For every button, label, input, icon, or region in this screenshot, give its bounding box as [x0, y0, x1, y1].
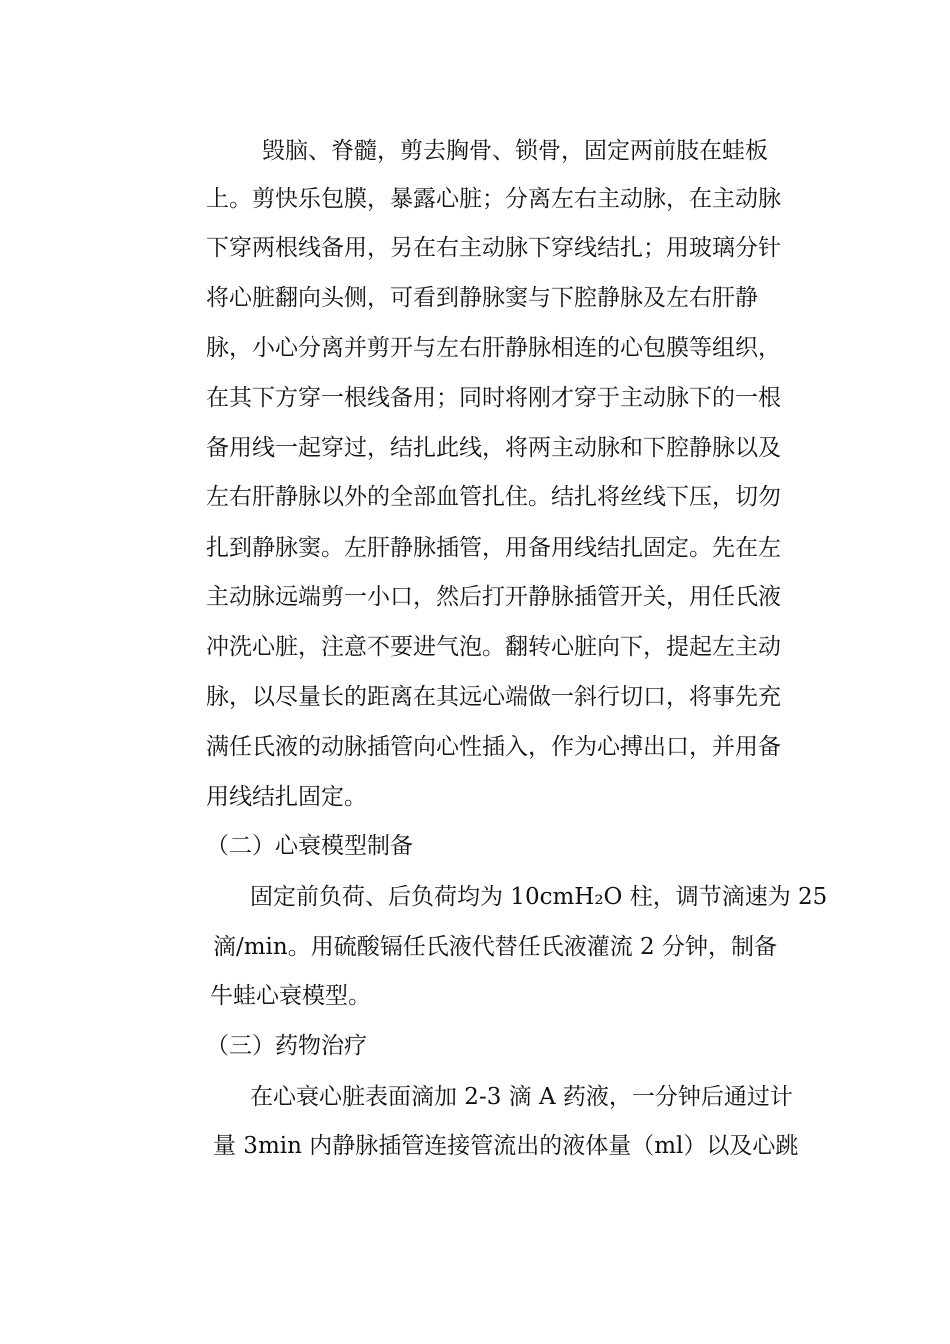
paragraph-line: 满任氏液的动脉插管向心性插入，作为心搏出口，并用备	[206, 734, 781, 760]
paragraph-line: 左右肝静脉以外的全部血管扎住。结扎将丝线下压，切勿	[206, 484, 781, 510]
section-heading: （二）心衰模型制备	[206, 833, 413, 859]
paragraph-line: 在心衰心脏表面滴加 2-3 滴 A 药液，一分钟后通过计	[250, 1084, 793, 1110]
paragraph-line: 滴/min。用硫酸镉任氏液代替任氏液灌流 2 分钟，制备	[213, 934, 777, 960]
paragraph-line: 固定前负荷、后负荷均为 10cmH₂O 柱，调节滴速为 25	[250, 884, 828, 910]
paragraph-line: 毁脑、脊髓，剪去胸骨、锁骨，固定两前肢在蛙板	[262, 138, 768, 164]
section-heading: （三）药物治疗	[206, 1033, 367, 1059]
paragraph-line: 主动脉远端剪一小口，然后打开静脉插管开关，用任氏液	[206, 584, 781, 610]
paragraph-line: 脉，小心分离并剪开与左右肝静脉相连的心包膜等组织，	[206, 335, 781, 361]
paragraph-line: 牛蛙心衰模型。	[210, 983, 371, 1009]
paragraph-line: 将心脏翻向头侧，可看到静脉窦与下腔静脉及左右肝静	[206, 285, 758, 311]
paragraph-line: 上。剪快乐包膜，暴露心脏；分离左右主动脉，在主动脉	[206, 186, 781, 212]
paragraph-line: 备用线一起穿过，结扎此线，将两主动脉和下腔静脉以及	[206, 435, 781, 461]
paragraph-line: 量 3min 内静脉插管连接管流出的液体量（ml）以及心跳	[213, 1133, 799, 1159]
paragraph-line: 冲洗心脏，注意不要进气泡。翻转心脏向下，提起左主动	[206, 634, 781, 660]
paragraph-line: 下穿两根线备用，另在右主动脉下穿线结扎；用玻璃分针	[206, 235, 781, 261]
paragraph-line: 在其下方穿一根线备用；同时将刚才穿于主动脉下的一根	[206, 385, 781, 411]
paragraph-line: 脉，以尽量长的距离在其远心端做一斜行切口，将事先充	[206, 684, 781, 710]
paragraph-line: 用线结扎固定。	[206, 784, 367, 810]
paragraph-line: 扎到静脉窦。左肝静脉插管，用备用线结扎固定。先在左	[206, 535, 781, 561]
